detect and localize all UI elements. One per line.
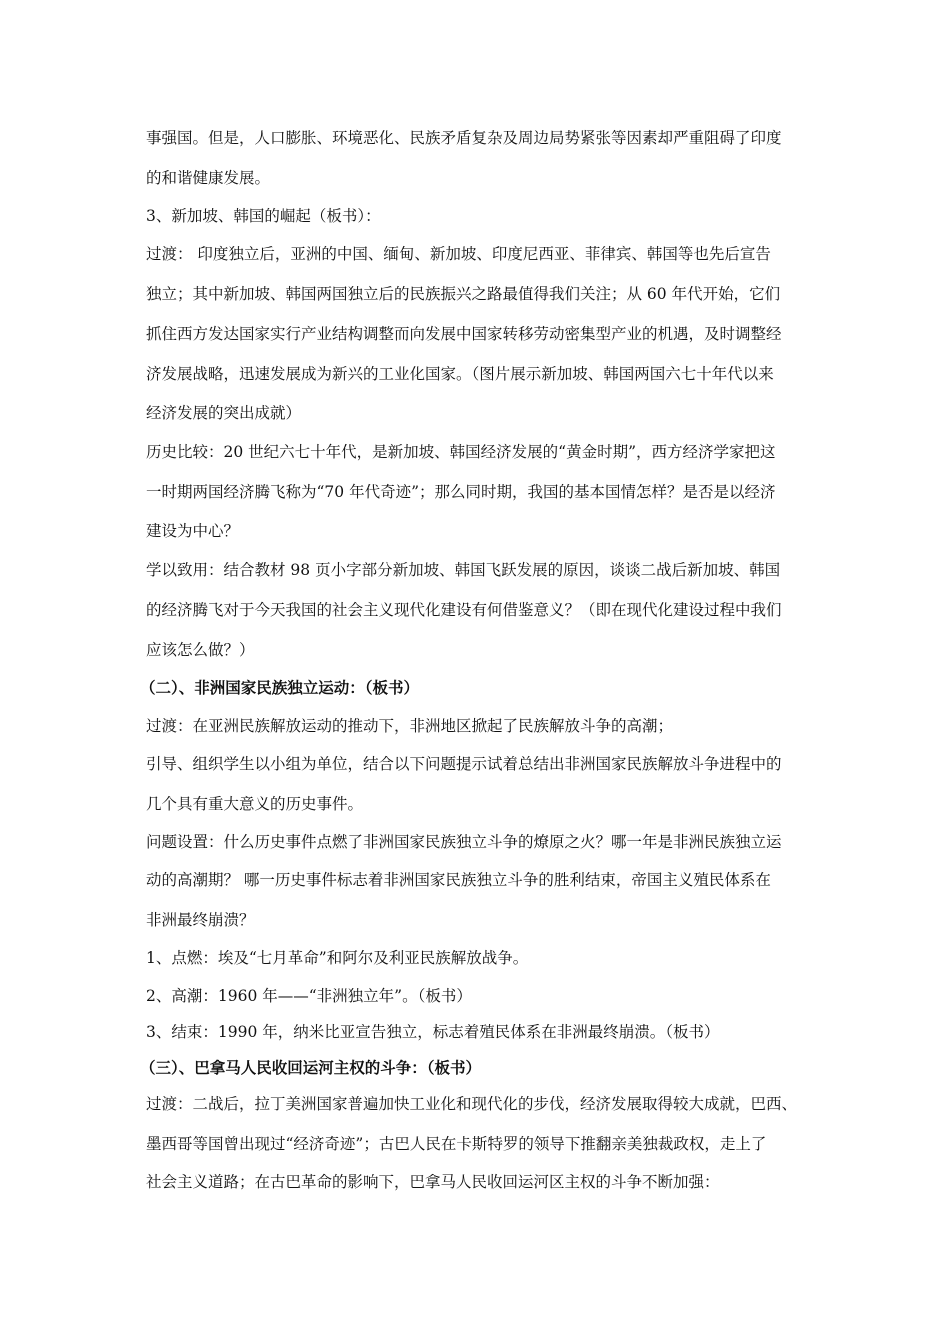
paragraph-line: 济发展战略，迅速发展成为新兴的工业化国家。（图片展示新加坡、韩国两国六七十年代以来 <box>146 365 774 383</box>
paragraph-line: 的经济腾飞对于今天我国的社会主义现代化建设有何借鉴意义？（即在现代化建设过程中我们 <box>146 601 782 619</box>
paragraph-line: 引导、组织学生以小组为单位，结合以下问题提示试着总结出非洲国家民族解放斗争进程中的 <box>146 755 782 773</box>
paragraph-line: 建设为中心？ <box>146 522 240 540</box>
paragraph-line: 应该怎么做？） <box>146 641 255 659</box>
paragraph-line: 过渡：二战后，拉丁美洲国家普遍加快工业化和现代化的步伐，经济发展取得较大成就，巴西、 <box>146 1095 798 1113</box>
paragraph-line: 过渡： 印度独立后，亚洲的中国、缅甸、新加坡、印度尼西亚、菲律宾、韩国等也先后宣告 <box>146 245 771 263</box>
paragraph-line: 独立；其中新加坡、韩国两国独立后的民族振兴之路最值得我们关注；从 60 年代开始，它们 <box>146 285 781 303</box>
paragraph-line: 学以致用：结合教材 98 页小字部分新加坡、韩国飞跃发展的原因，谈谈二战后新加坡、韩国 <box>146 561 781 579</box>
paragraph-line: 抓住西方发达国家实行产业结构调整而向发展中国家转移劳动密集型产业的机遇，及时调整经 <box>146 325 782 343</box>
paragraph-line: 的和谐健康发展。 <box>146 169 271 187</box>
paragraph-line: 动的高潮期？ 哪一历史事件标志着非洲国家民族独立斗争的胜利结束，帝国主义殖民体系在 <box>146 871 771 889</box>
paragraph-line: 非洲最终崩溃？ <box>146 911 255 929</box>
list-item: 1、点燃：埃及“七月革命”和阿尔及利亚民族解放战争。 <box>146 949 529 967</box>
paragraph-line: 社会主义道路；在古巴革命的影响下，巴拿马人民收回运河区主权的斗争不断加强： <box>146 1173 720 1191</box>
paragraph-line: 历史比较：20 世纪六七十年代，是新加坡、韩国经济发展的“黄金时期”，西方经济学家把这 <box>146 443 776 461</box>
paragraph-line: 经济发展的突出成就） <box>146 404 302 422</box>
paragraph-line: 事强国。但是，人口膨胀、环境恶化、民族矛盾复杂及周边局势紧张等因素却严重阻碍了印度 <box>146 129 782 147</box>
list-item: 2、高潮：1960 年——“非洲独立年”。（板书） <box>146 987 472 1005</box>
paragraph-line: 过渡：在亚洲民族解放运动的推动下，非洲地区掀起了民族解放斗争的高潮； <box>146 717 674 735</box>
paragraph-line: 墨西哥等国曾出现过“经济奇迹”；古巴人民在卡斯特罗的领导下推翻亲美独裁政权，走上了 <box>146 1135 767 1153</box>
section-heading: 3、新加坡、韩国的崛起（板书）： <box>146 207 381 225</box>
paragraph-line: 一时期两国经济腾飞称为“70 年代奇迹”；那么同时期，我国的基本国情怎样？是否是以经济 <box>146 483 776 501</box>
paragraph-line: 几个具有重大意义的历史事件。 <box>146 795 364 813</box>
section-heading: （三）、巴拿马人民收回运河主权的斗争：（板书） <box>140 1058 482 1077</box>
list-item: 3、结束：1990 年，纳米比亚宣告独立，标志着殖民体系在非洲最终崩溃。（板书） <box>146 1023 720 1041</box>
section-heading: （二）、非洲国家民族独立运动：（板书） <box>140 678 420 697</box>
paragraph-line: 问题设置：什么历史事件点燃了非洲国家民族独立斗争的燎原之火？哪一年是非洲民族独立运 <box>146 833 782 851</box>
